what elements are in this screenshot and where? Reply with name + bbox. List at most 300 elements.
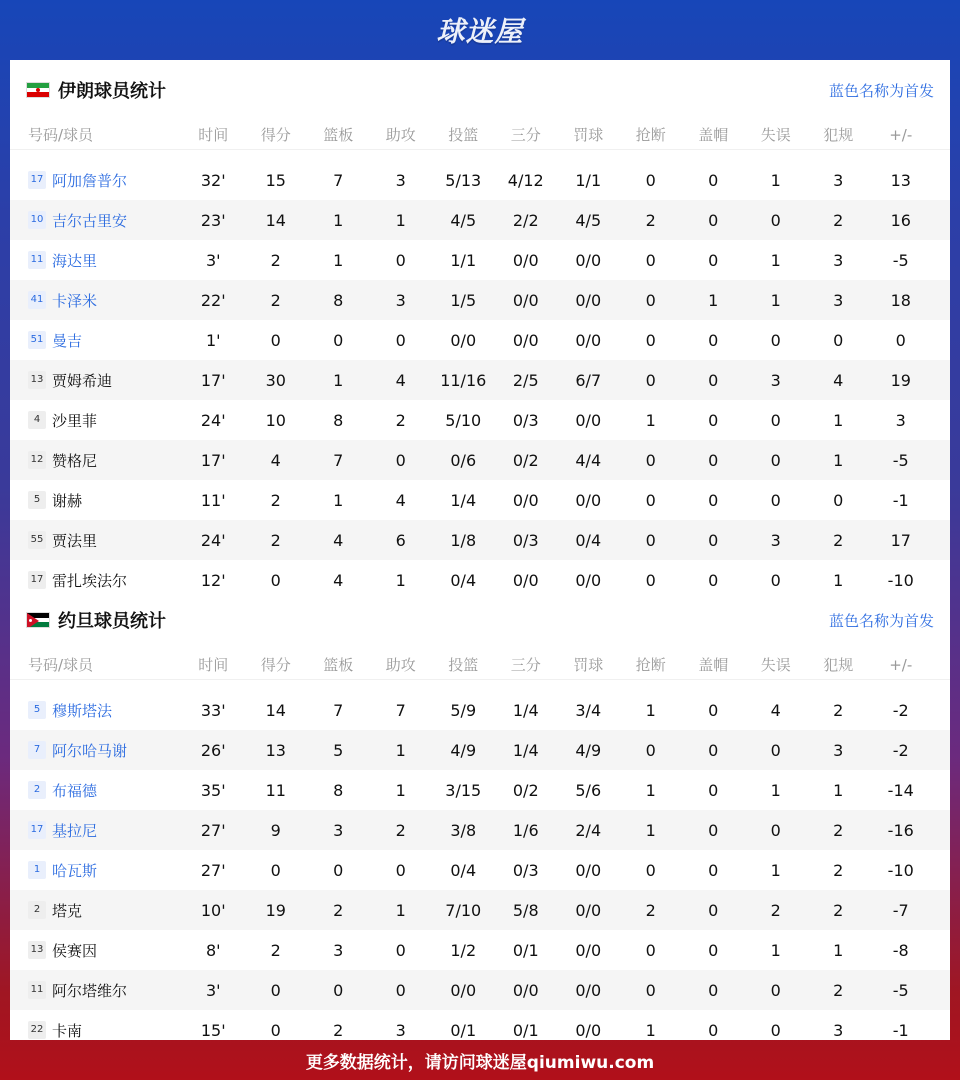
player-name[interactable]: 穆斯塔法 <box>52 701 113 720</box>
player-row[interactable] <box>10 320 950 360</box>
player-name[interactable]: 布福德 <box>52 781 98 800</box>
column-header: 盖帽 <box>698 126 729 144</box>
stat-cell: 2/5 <box>512 370 539 390</box>
jersey-number: 13 <box>28 371 46 389</box>
player-cell <box>10 330 182 351</box>
jersey-number: 4 <box>28 411 46 429</box>
stat-cell: 0/0 <box>575 940 602 960</box>
stat-cell: 1/4 <box>450 490 477 510</box>
stat-cell: 3 <box>833 740 844 760</box>
stat-cell: 0 <box>395 450 406 470</box>
stat-cell: 3 <box>333 940 344 960</box>
stat-cell: 0/4 <box>575 530 602 550</box>
player-row[interactable] <box>10 400 950 440</box>
stat-cell: 5/9 <box>450 700 477 720</box>
stat-cell: 1/8 <box>450 530 477 550</box>
player-cell <box>10 740 182 761</box>
column-header: 失误 <box>760 656 791 674</box>
stat-cell: 2 <box>270 250 281 270</box>
stat-cell: 1/1 <box>450 250 477 270</box>
column-header: 时间 <box>198 656 229 674</box>
player-row[interactable] <box>10 810 950 850</box>
section-title: 伊朗球员统计 <box>58 81 166 102</box>
stat-cell: 12' <box>200 570 226 590</box>
header-logo-bar <box>0 0 960 60</box>
stat-cell: 0 <box>333 980 344 1000</box>
player-name[interactable]: 贾姆希迪 <box>52 371 113 390</box>
player-row[interactable] <box>10 240 950 280</box>
stat-cell: 0 <box>708 410 719 430</box>
player-table <box>10 160 950 600</box>
column-header: 篮板 <box>323 656 354 674</box>
stat-cell: -5 <box>892 980 909 1000</box>
player-cell <box>10 290 182 311</box>
stat-cell: 0 <box>708 330 719 350</box>
column-header: 篮板 <box>323 126 354 144</box>
stat-cell: -2 <box>892 700 909 720</box>
player-name[interactable]: 贾法里 <box>52 531 98 550</box>
stat-cell: 0 <box>708 530 719 550</box>
stat-cell: 4 <box>770 700 781 720</box>
stat-cell: 1/2 <box>450 940 477 960</box>
stat-cell: 10' <box>200 900 226 920</box>
player-row[interactable] <box>10 890 950 930</box>
stat-cell: 0 <box>333 330 344 350</box>
stat-cell: 19 <box>890 370 911 390</box>
stat-cell: 1 <box>770 940 781 960</box>
stat-cell: 0 <box>395 860 406 880</box>
stat-cell: 13 <box>890 170 911 190</box>
stat-cell: 1 <box>833 940 844 960</box>
jersey-number: 11 <box>28 251 46 269</box>
stat-cell: 3 <box>770 530 781 550</box>
stat-cell: 0 <box>270 980 281 1000</box>
player-row[interactable] <box>10 770 950 810</box>
stat-cell: 11 <box>265 780 286 800</box>
jersey-number: 1 <box>28 861 46 879</box>
stat-cell: 0 <box>708 740 719 760</box>
stat-cell: 26' <box>200 740 226 760</box>
stat-cell: 2 <box>833 980 844 1000</box>
stat-cell: 2 <box>270 940 281 960</box>
site-logo: 球迷屋 <box>436 15 524 48</box>
stat-cell: 13 <box>265 740 286 760</box>
stat-cell: 0 <box>333 860 344 880</box>
stat-cell: 27' <box>200 820 226 840</box>
column-header: 罚球 <box>573 656 604 674</box>
stat-cell: 0 <box>833 330 844 350</box>
player-row[interactable] <box>10 280 950 320</box>
column-header: 得分 <box>260 656 291 674</box>
column-header: 犯规 <box>823 656 854 674</box>
player-name[interactable]: 阿尔哈马谢 <box>52 741 128 760</box>
player-cell <box>10 570 182 591</box>
stat-cell: 2 <box>270 290 281 310</box>
stat-cell: 7 <box>333 700 344 720</box>
stat-cell: -10 <box>887 860 914 880</box>
stat-cell: 19 <box>265 900 286 920</box>
stat-cell: 24' <box>200 530 226 550</box>
stat-cell: 1 <box>833 780 844 800</box>
stat-cell: 0 <box>395 250 406 270</box>
stat-cell: 1 <box>645 1020 656 1040</box>
player-cell <box>10 980 182 1001</box>
stat-cell: 2 <box>270 490 281 510</box>
column-header: 号码/球员 <box>28 126 94 144</box>
player-name[interactable]: 卡南 <box>52 1021 83 1040</box>
stat-cell: 27' <box>200 860 226 880</box>
player-table <box>10 690 950 1050</box>
jordan-flag-icon <box>26 612 50 628</box>
stat-cell: 8 <box>333 290 344 310</box>
stat-cell: 0 <box>270 330 281 350</box>
stat-cell: 2 <box>833 860 844 880</box>
stat-cell: 1/1 <box>575 170 602 190</box>
player-cell <box>10 940 182 961</box>
player-name[interactable]: 谢赫 <box>52 491 83 510</box>
column-header: 罚球 <box>573 126 604 144</box>
stat-cell: 0 <box>645 980 656 1000</box>
stat-cell: 15 <box>265 170 286 190</box>
jersey-number: 17 <box>28 571 46 589</box>
player-name[interactable]: 曼吉 <box>52 331 83 350</box>
stat-cell: 0/0 <box>575 410 602 430</box>
stat-cell: 0 <box>645 940 656 960</box>
stat-cell: 0 <box>645 250 656 270</box>
stat-cell: 0/1 <box>512 940 539 960</box>
player-name[interactable]: 哈瓦斯 <box>52 861 98 880</box>
stat-cell: 3 <box>333 820 344 840</box>
stat-cell: 14 <box>265 210 286 230</box>
stat-cell: 17' <box>200 450 226 470</box>
stat-cell: 3 <box>895 410 906 430</box>
stat-cell: 1 <box>395 740 406 760</box>
section-header <box>10 60 950 120</box>
stat-cell: 4 <box>333 530 344 550</box>
stat-cell: 0/1 <box>512 1020 539 1040</box>
stat-cell: 0/0 <box>575 250 602 270</box>
stat-cell: -5 <box>892 250 909 270</box>
stat-cell: -8 <box>892 940 909 960</box>
stat-cell: 4 <box>270 450 281 470</box>
player-name[interactable]: 赞格尼 <box>52 451 98 470</box>
stat-cell: 1 <box>708 290 719 310</box>
stat-cell: 8 <box>333 780 344 800</box>
stat-cell: 2 <box>770 900 781 920</box>
stat-cell: 0 <box>645 170 656 190</box>
stat-cell: 3/4 <box>575 700 602 720</box>
column-header: 助攻 <box>385 126 416 144</box>
stat-cell: 0/3 <box>512 410 539 430</box>
jersey-number: 22 <box>28 1021 46 1039</box>
player-row[interactable] <box>10 730 950 770</box>
stat-cell: 0/0 <box>575 980 602 1000</box>
stat-cell: 0 <box>770 820 781 840</box>
player-cell <box>10 530 182 551</box>
stat-cell: 0 <box>645 450 656 470</box>
stat-cell: 0 <box>270 570 281 590</box>
column-header: 犯规 <box>823 126 854 144</box>
stat-cell: 0 <box>770 210 781 230</box>
column-header: 抢断 <box>635 126 666 144</box>
stat-cell: 0 <box>270 860 281 880</box>
stat-cell: 0/4 <box>450 860 477 880</box>
player-cell <box>10 250 182 271</box>
stat-cell: 1 <box>833 570 844 590</box>
stat-cell: 0/0 <box>575 900 602 920</box>
stat-cell: 0 <box>833 490 844 510</box>
player-cell <box>10 410 182 431</box>
player-row[interactable] <box>10 200 950 240</box>
player-cell <box>10 820 182 841</box>
stat-cell: 32' <box>200 170 226 190</box>
stat-cell: 6/7 <box>575 370 602 390</box>
stat-cell: 0 <box>770 1020 781 1040</box>
stat-cell: 1 <box>645 820 656 840</box>
stat-cell: 3 <box>833 1020 844 1040</box>
column-header: +/- <box>889 655 913 674</box>
stat-cell: -5 <box>892 450 909 470</box>
stat-cell: 0 <box>708 940 719 960</box>
stat-cell: 0/2 <box>512 780 539 800</box>
stat-cell: 2 <box>645 210 656 230</box>
stat-cell: 0/3 <box>512 860 539 880</box>
stat-cell: 10 <box>265 410 286 430</box>
player-name[interactable]: 阿加詹普尔 <box>52 171 128 190</box>
player-name[interactable]: 卡泽米 <box>52 291 98 310</box>
stat-cell: 22' <box>200 290 226 310</box>
stat-cell: 11/16 <box>440 370 487 390</box>
jersey-number: 2 <box>28 781 46 799</box>
player-name[interactable]: 吉尔古里安 <box>52 211 128 230</box>
stat-cell: 4/9 <box>575 740 602 760</box>
stat-cell: 1 <box>333 490 344 510</box>
stat-cell: 7 <box>333 450 344 470</box>
stat-cell: 0 <box>770 490 781 510</box>
stat-cell: 1' <box>205 330 221 350</box>
stat-cell: 1 <box>395 570 406 590</box>
stat-cell: 17' <box>200 370 226 390</box>
stat-cell: 3 <box>833 250 844 270</box>
stat-cell: 9 <box>270 820 281 840</box>
player-cell <box>10 450 182 471</box>
stat-cell: 4/4 <box>575 450 602 470</box>
stat-cell: 1/6 <box>512 820 539 840</box>
stat-cell: 2 <box>833 820 844 840</box>
stat-cell: 1 <box>645 410 656 430</box>
stat-cell: 0/0 <box>512 490 539 510</box>
stat-cell: 5/13 <box>445 170 482 190</box>
stat-cell: 2 <box>395 410 406 430</box>
iran-flag-icon <box>26 82 50 98</box>
stat-cell: 5/8 <box>512 900 539 920</box>
stat-cell: 0 <box>270 1020 281 1040</box>
stat-cell: 11' <box>200 490 226 510</box>
stat-cell: 0/0 <box>512 290 539 310</box>
stat-cell: 35' <box>200 780 226 800</box>
player-row[interactable] <box>10 160 950 200</box>
player-row[interactable] <box>10 970 950 1010</box>
stat-cell: 1 <box>395 210 406 230</box>
player-cell <box>10 900 182 921</box>
stat-cell: 0/0 <box>575 860 602 880</box>
stat-cell: 0 <box>395 940 406 960</box>
stat-cell: 5 <box>333 740 344 760</box>
stat-cell: 0/0 <box>512 570 539 590</box>
jersey-number: 2 <box>28 901 46 919</box>
stat-cell: 5/6 <box>575 780 602 800</box>
stat-cell: 0 <box>645 330 656 350</box>
stat-cell: 18 <box>890 290 911 310</box>
player-row[interactable] <box>10 930 950 970</box>
stat-cell: 4/9 <box>450 740 477 760</box>
section-header <box>10 590 950 650</box>
stat-cell: 14 <box>265 700 286 720</box>
stat-cell: 0 <box>708 980 719 1000</box>
stat-cell: 23' <box>200 210 226 230</box>
table-header <box>10 650 950 680</box>
stat-cell: 4/5 <box>575 210 602 230</box>
column-header: 三分 <box>510 126 541 144</box>
table-header <box>10 120 950 150</box>
stat-cell: 0 <box>395 980 406 1000</box>
stat-cell: 2 <box>270 530 281 550</box>
stat-cell: 2 <box>833 530 844 550</box>
starter-legend: 蓝色名称为首发 <box>828 611 934 630</box>
stat-cell: 2 <box>833 900 844 920</box>
player-name[interactable]: 雷扎埃法尔 <box>52 571 128 590</box>
stat-cell: 0 <box>708 250 719 270</box>
jersey-number: 11 <box>28 981 46 999</box>
stat-cell: 7 <box>395 700 406 720</box>
stat-cell: 0 <box>770 740 781 760</box>
stat-cell: -1 <box>892 1020 909 1040</box>
stat-cell: 1 <box>770 170 781 190</box>
player-row[interactable] <box>10 360 950 400</box>
jersey-number: 5 <box>28 491 46 509</box>
stat-cell: 0/0 <box>512 980 539 1000</box>
stat-cell: 0/4 <box>450 570 477 590</box>
stat-cell: 0 <box>770 330 781 350</box>
stat-cell: 0/0 <box>512 250 539 270</box>
stat-cell: 0 <box>645 740 656 760</box>
stat-cell: 0 <box>645 530 656 550</box>
stat-cell: 1 <box>833 450 844 470</box>
stat-cell: 3 <box>833 170 844 190</box>
stat-cell: 4 <box>395 370 406 390</box>
jersey-number: 17 <box>28 171 46 189</box>
stat-cell: 0 <box>708 210 719 230</box>
stat-cell: 0/0 <box>575 570 602 590</box>
stat-cell: 1 <box>395 900 406 920</box>
stat-cell: -7 <box>892 900 909 920</box>
starter-legend: 蓝色名称为首发 <box>828 81 934 100</box>
player-cell <box>10 210 182 231</box>
stat-cell: 0/0 <box>575 330 602 350</box>
team-card-jordan <box>10 590 950 1040</box>
stat-cell: 0 <box>770 410 781 430</box>
stat-cell: 1 <box>770 290 781 310</box>
player-name[interactable]: 沙里菲 <box>52 411 98 430</box>
player-row[interactable] <box>10 480 950 520</box>
stat-cell: 2 <box>833 210 844 230</box>
stat-cell: 3 <box>833 290 844 310</box>
jersey-number: 51 <box>28 331 46 349</box>
stat-cell: 0/0 <box>450 330 477 350</box>
player-cell <box>10 780 182 801</box>
stat-cell: 7 <box>333 170 344 190</box>
stat-cell: 0/1 <box>450 1020 477 1040</box>
player-row[interactable] <box>10 440 950 480</box>
stat-cell: 3 <box>395 170 406 190</box>
stat-cell: 1 <box>645 780 656 800</box>
stat-cell: 2/4 <box>575 820 602 840</box>
column-header: 抢断 <box>635 656 666 674</box>
column-header: 得分 <box>260 126 291 144</box>
column-header: 盖帽 <box>698 656 729 674</box>
player-name[interactable]: 侯赛因 <box>52 941 98 960</box>
stat-cell: 0 <box>708 490 719 510</box>
stat-cell: 1 <box>645 700 656 720</box>
stat-cell: 0/6 <box>450 450 477 470</box>
stat-cell: 0 <box>708 1020 719 1040</box>
stat-cell: 0 <box>708 860 719 880</box>
jersey-number: 17 <box>28 821 46 839</box>
player-row[interactable] <box>10 690 950 730</box>
stat-cell: 33' <box>200 700 226 720</box>
stat-cell: 1 <box>333 210 344 230</box>
jersey-number: 7 <box>28 741 46 759</box>
player-name[interactable]: 基拉尼 <box>52 821 98 840</box>
stat-cell: 8' <box>205 940 221 960</box>
stat-cell: 1 <box>770 250 781 270</box>
section-title: 约旦球员统计 <box>58 611 166 632</box>
column-header: 助攻 <box>385 656 416 674</box>
stat-cell: 1 <box>770 860 781 880</box>
player-row[interactable] <box>10 850 950 890</box>
player-name[interactable]: 塔克 <box>52 901 83 920</box>
stat-cell: 1 <box>395 780 406 800</box>
stat-cell: 4 <box>395 490 406 510</box>
stat-cell: 0/2 <box>512 450 539 470</box>
jersey-number: 41 <box>28 291 46 309</box>
stat-cell: 1/5 <box>450 290 477 310</box>
stat-cell: 1/4 <box>512 700 539 720</box>
stat-cell: 1 <box>770 780 781 800</box>
player-name[interactable]: 阿尔塔维尔 <box>52 981 128 1000</box>
stat-cell: -10 <box>887 570 914 590</box>
column-header: 投篮 <box>448 126 479 144</box>
stat-cell: 3 <box>395 1020 406 1040</box>
stat-cell: 6 <box>395 530 406 550</box>
player-name[interactable]: 海达里 <box>52 251 98 270</box>
stat-cell: 16 <box>890 210 911 230</box>
stat-cell: 1 <box>333 250 344 270</box>
stat-cell: 0 <box>645 290 656 310</box>
stat-cell: -14 <box>887 780 914 800</box>
column-header: 投篮 <box>448 656 479 674</box>
stat-cell: 8 <box>333 410 344 430</box>
stat-cell: 0 <box>770 980 781 1000</box>
stat-cell: 0 <box>708 900 719 920</box>
stat-cell: 2 <box>645 900 656 920</box>
player-row[interactable] <box>10 520 950 560</box>
stat-cell: -16 <box>887 820 914 840</box>
jersey-number: 12 <box>28 451 46 469</box>
stat-cell: 1/4 <box>512 740 539 760</box>
stat-cell: 15' <box>200 1020 226 1040</box>
stat-cell: 4 <box>833 370 844 390</box>
